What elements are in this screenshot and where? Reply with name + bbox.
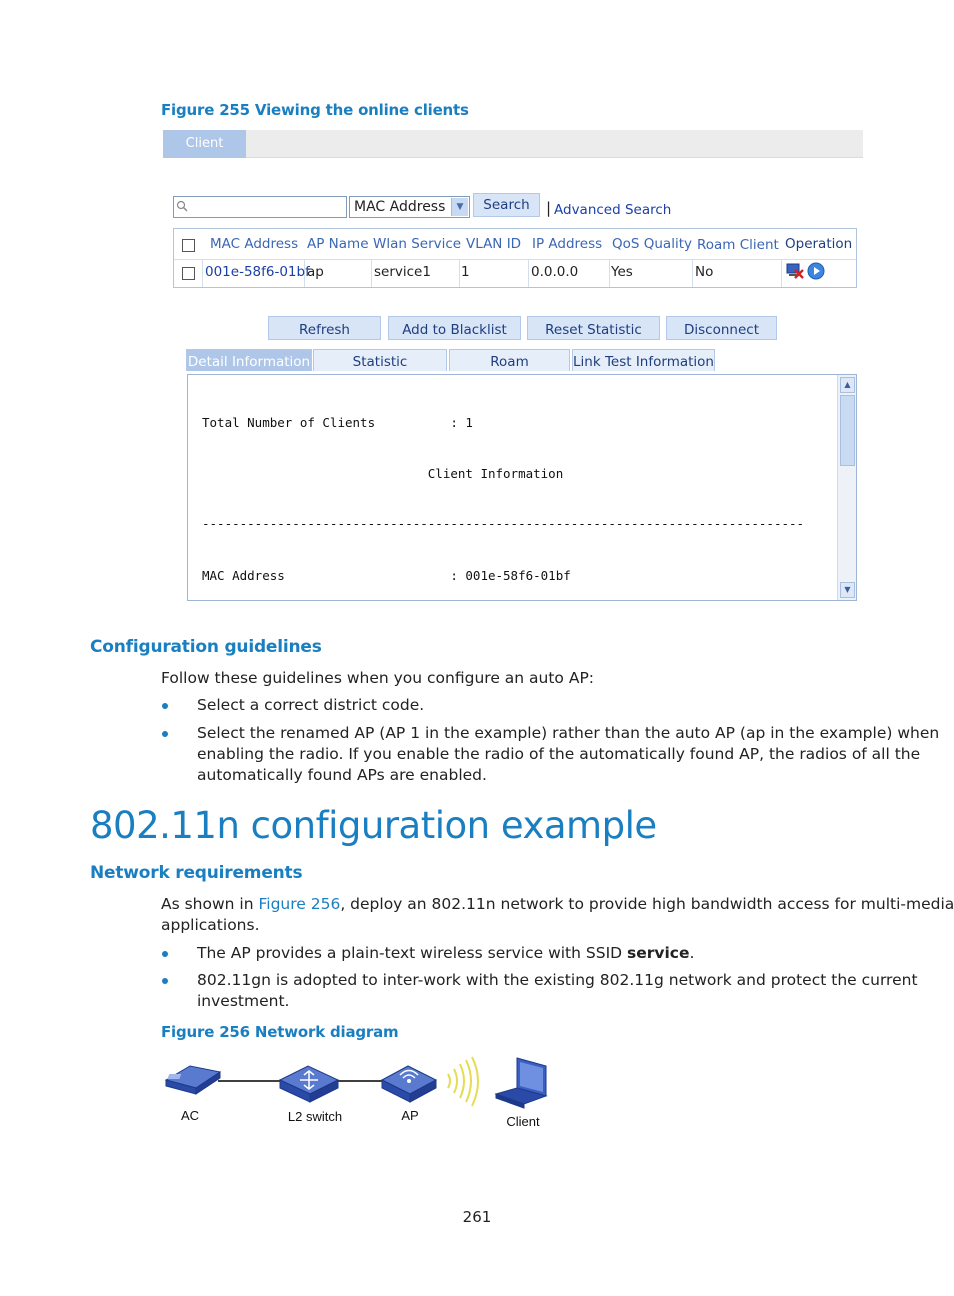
play-detail-icon[interactable] [807, 262, 825, 280]
cell-qos-quality: Yes [611, 264, 633, 280]
config-guidelines-heading: Configuration guidelines [90, 637, 322, 657]
client-tab-bar [163, 130, 863, 158]
guideline-2-line-1: Select the renamed AP (AP 1 in the example) rather than the auto AP (ap in the example) when [197, 724, 940, 742]
search-input[interactable] [173, 196, 347, 218]
para-prefix: As shown in [161, 895, 259, 913]
detail-line: -------------------------------------------------------------------------------- [202, 516, 805, 531]
scrollbar-thumb[interactable] [840, 395, 855, 466]
search-field-select[interactable] [349, 196, 470, 218]
col-divider [528, 259, 529, 287]
cell-ip-address: 0.0.0.0 [531, 264, 579, 280]
ap-device-icon [382, 1066, 436, 1102]
tab-roam-information[interactable]: Roam [449, 349, 570, 371]
reset-statistic-button[interactable]: Reset Statistic [527, 316, 660, 340]
requirement-1-prefix: The AP provides a plain-text wireless service with SSID [197, 944, 627, 962]
separator: | [546, 199, 552, 217]
bullet-icon [162, 731, 168, 737]
guideline-2-line-2: enabling the radio. If you enable the radio of the automatically found AP, the radios of all the [197, 745, 921, 763]
chevron-down-icon[interactable]: ▼ [451, 198, 468, 216]
requirement-2-line-2: investment. [197, 992, 290, 1010]
row-checkbox[interactable] [182, 267, 195, 280]
search-button[interactable]: Search [473, 193, 540, 217]
detail-text [202, 380, 804, 601]
scroll-down-icon[interactable]: ▼ [840, 582, 855, 598]
scroll-up-icon[interactable]: ▲ [840, 377, 855, 393]
cell-vlan-id: 1 [461, 264, 470, 280]
node-label-ap: AP [401, 1108, 419, 1123]
network-requirements-para [161, 894, 954, 915]
cell-roam-client: No [695, 264, 714, 280]
client-table [173, 228, 857, 288]
guideline-2-line-3: automatically found APs are enabled. [197, 766, 487, 784]
header-qos-quality[interactable]: QoS Quality [612, 236, 692, 252]
requirement-1 [197, 943, 694, 964]
ac-device-icon [166, 1066, 220, 1094]
figure-255-caption: Figure 255 Viewing the online clients [161, 101, 469, 119]
laptop-icon [496, 1058, 546, 1108]
detail-line: Client Information [202, 466, 564, 481]
add-to-blacklist-button[interactable]: Add to Blacklist [388, 316, 521, 340]
header-roam-client[interactable]: Roam Client [697, 237, 779, 253]
para-suffix: , deploy an 802.11n network to provide high bandwidth access for multi-media [340, 895, 954, 913]
header-mac-address[interactable]: MAC Address [210, 236, 299, 252]
advanced-search-link[interactable]: Advanced Search [554, 202, 672, 218]
figure-256-link[interactable]: Figure 256 [258, 895, 341, 913]
col-divider [371, 259, 372, 287]
header-operation: Operation [785, 236, 853, 252]
col-divider [202, 259, 203, 287]
search-field-value: MAC Address [354, 199, 446, 215]
figure-256-caption: Figure 256 Network diagram [161, 1023, 399, 1041]
wireless-waves-icon [448, 1057, 478, 1106]
disconnect-button[interactable]: Disconnect [666, 316, 777, 340]
requirement-2-line-1: 802.11gn is adopted to inter-work with the existing 802.11g network and protect the current [197, 971, 918, 989]
requirement-1-suffix: . [689, 944, 695, 962]
config-guidelines-intro: Follow these guidelines when you configure an auto AP: [161, 669, 595, 687]
bullet-icon [162, 703, 168, 709]
header-vlan-id[interactable]: VLAN ID [466, 236, 522, 252]
detail-line: Total Number of Clients : 1 [202, 415, 473, 430]
tab-client[interactable]: Client [163, 130, 246, 158]
tab-link-test-information[interactable]: Link Test Information [572, 349, 715, 371]
col-divider [459, 259, 460, 287]
network-diagram [160, 1050, 560, 1120]
cell-mac-address[interactable]: 001e-58f6-01bf [205, 264, 310, 280]
network-requirements-para-line-2: applications. [161, 916, 260, 934]
header-ap-name[interactable]: AP Name [307, 236, 369, 252]
node-label-l2-switch: L2 switch [287, 1109, 343, 1124]
disconnect-client-icon[interactable] [786, 262, 806, 280]
refresh-button[interactable]: Refresh [268, 316, 381, 340]
cell-wlan-service: service1 [374, 264, 431, 280]
network-requirements-heading: Network requirements [90, 863, 303, 883]
scrollbar[interactable] [837, 375, 857, 600]
node-label-client: Client [506, 1114, 540, 1129]
node-label-ac: AC [180, 1108, 200, 1123]
tab-statistic-information[interactable]: Statistic [313, 349, 447, 371]
cell-ap-name: ap [307, 264, 324, 280]
col-divider [692, 259, 693, 287]
select-all-checkbox[interactable] [182, 239, 195, 252]
tab-detail-information[interactable]: Detail Information [186, 349, 312, 371]
col-divider [781, 259, 782, 287]
guideline-1: Select a correct district code. [197, 696, 425, 714]
bullet-icon [162, 951, 168, 957]
section-title: 802.11n configuration example [90, 804, 657, 847]
header-wlan-service[interactable]: Wlan Service [373, 236, 462, 252]
col-divider [609, 259, 610, 287]
page-number: 261 [462, 1208, 492, 1226]
header-ip-address[interactable]: IP Address [532, 236, 603, 252]
search-icon [176, 200, 188, 212]
detail-information-panel [187, 374, 857, 601]
switch-device-icon [280, 1066, 338, 1102]
detail-line: MAC Address : 001e-58f6-01bf [202, 568, 571, 583]
ssid-value: service [627, 944, 690, 962]
bullet-icon [162, 978, 168, 984]
